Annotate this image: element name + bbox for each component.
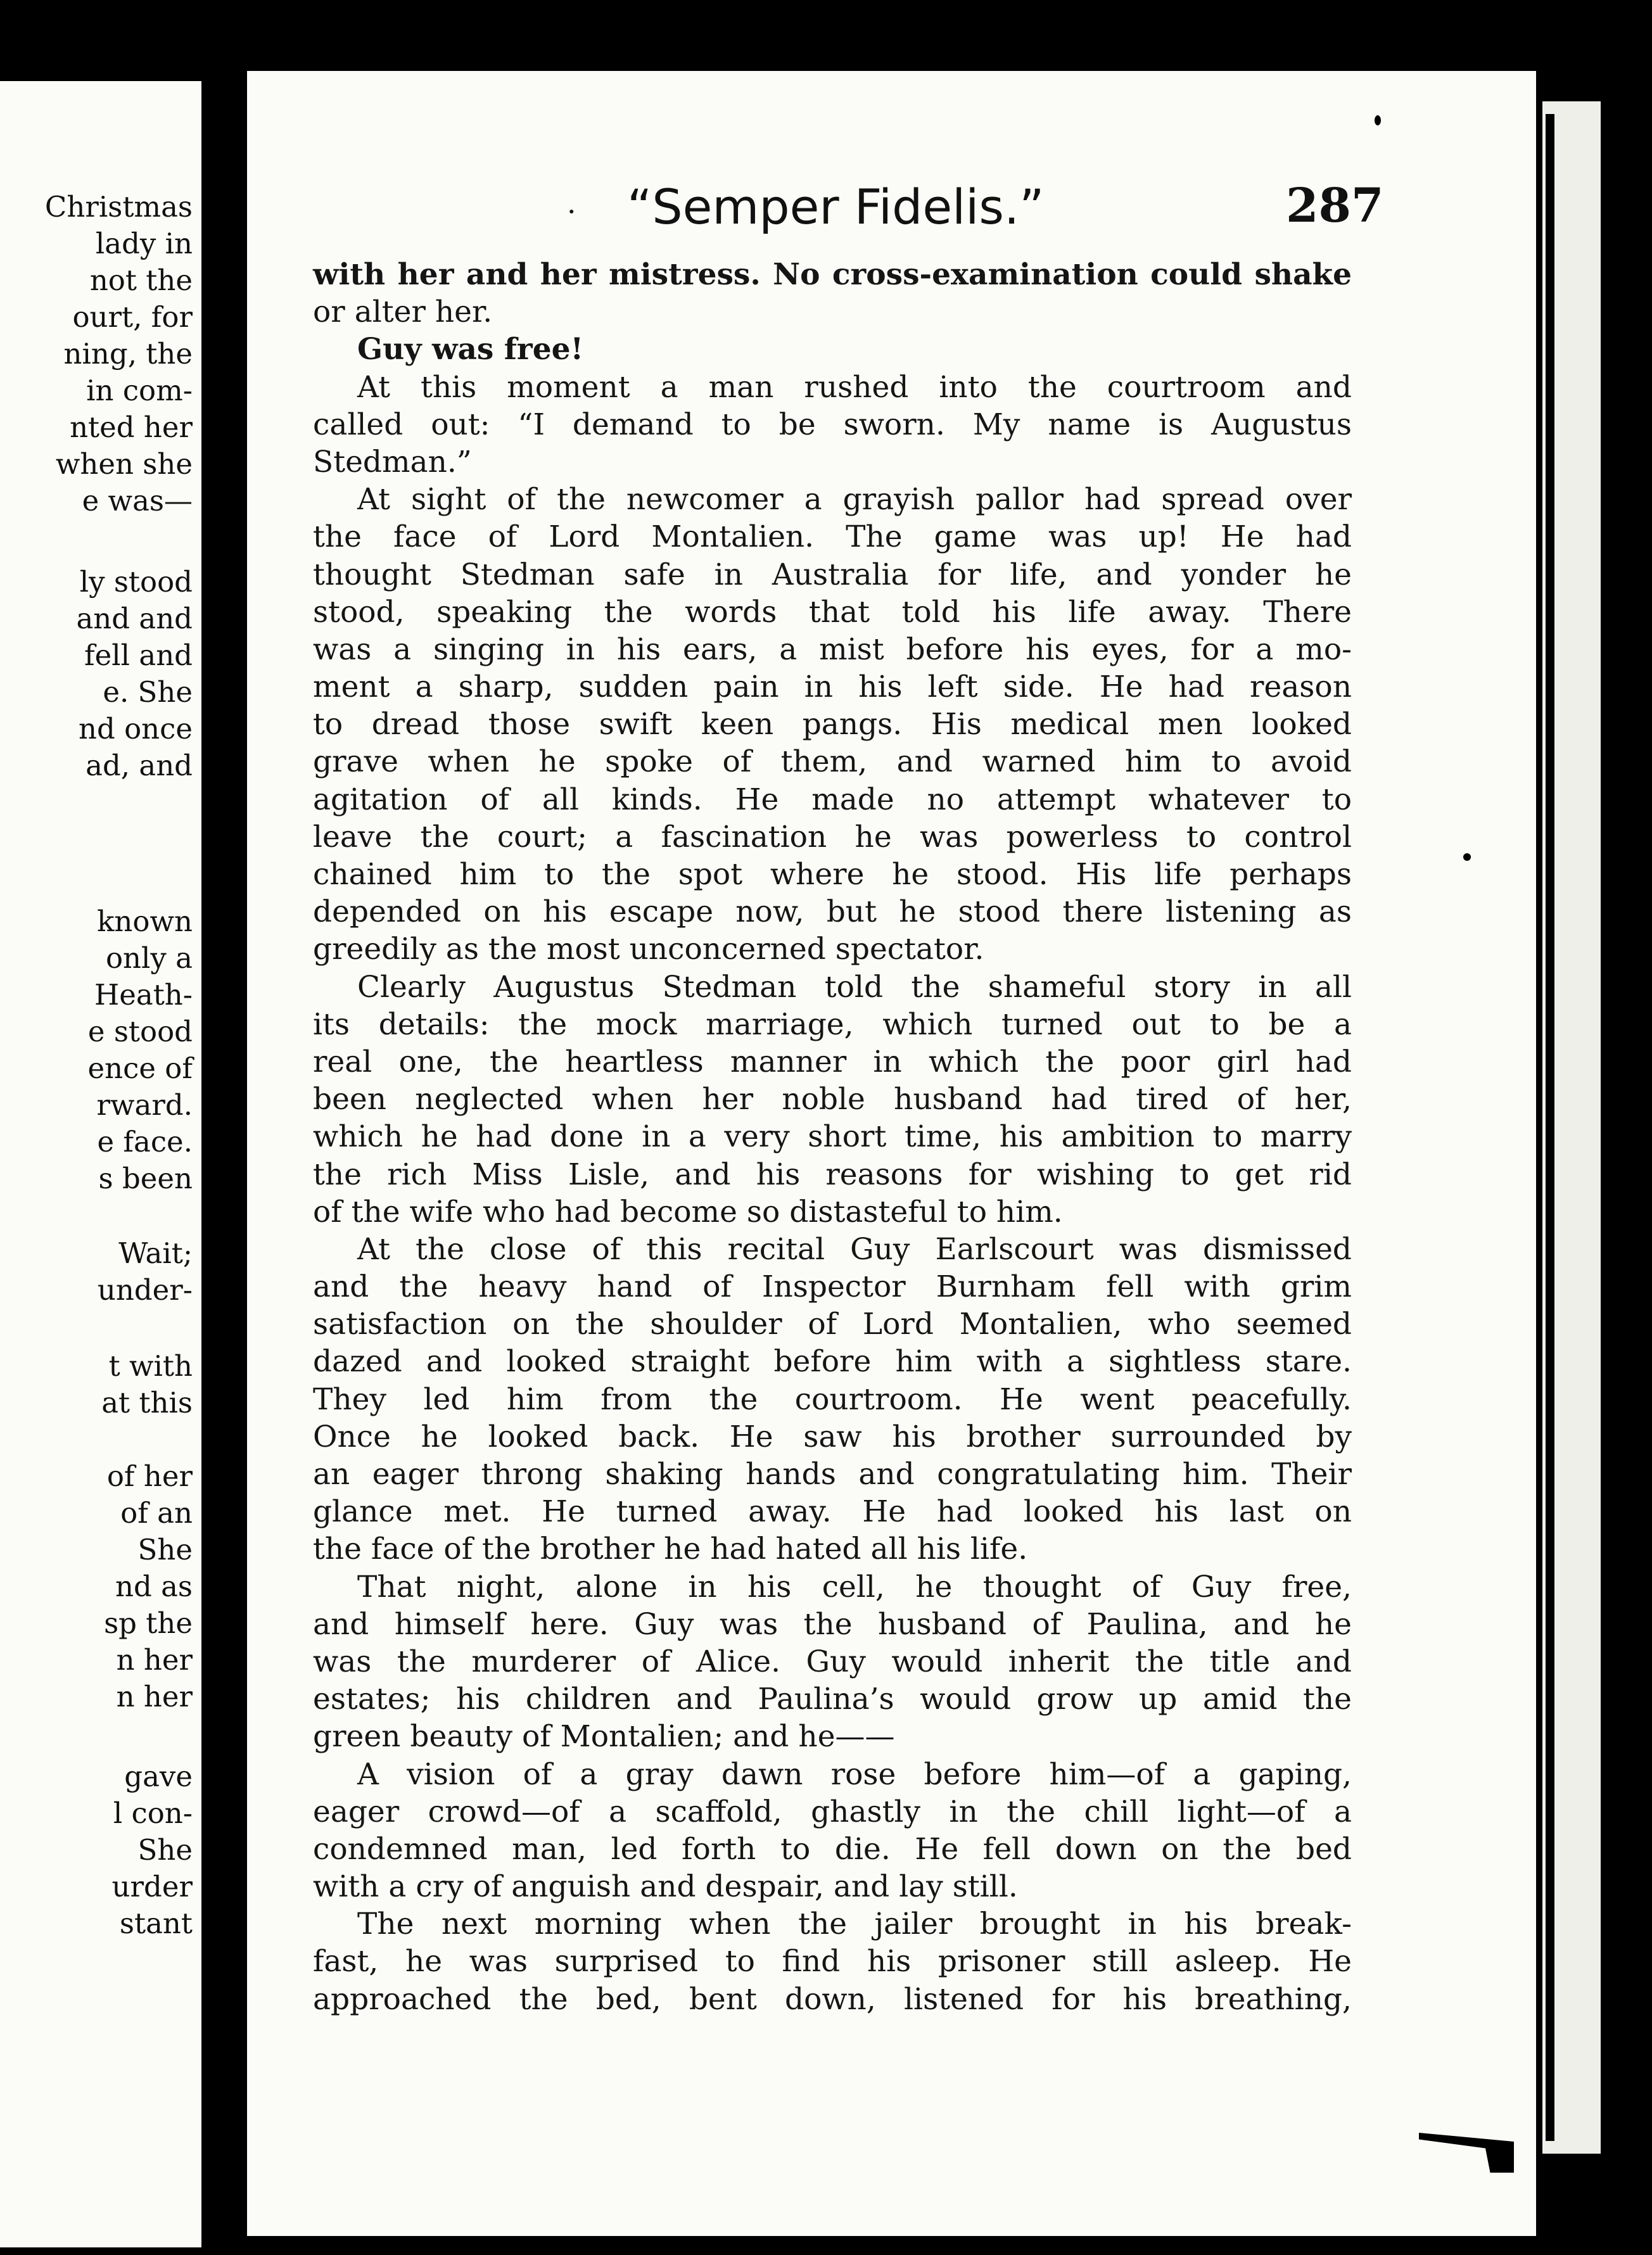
body-line: A vision of a gray dawn rose before him—of a gaping,: [357, 1756, 1352, 1792]
body-line: to dread those swift keen pangs. His medical men looked: [313, 707, 1352, 742]
body-line: real one, the heartless manner in which the poor girl had: [313, 1044, 1352, 1079]
page-edge-line: [1546, 114, 1554, 2141]
body-line: depended on his escape now, but he stood there listening as: [313, 894, 1352, 930]
left-page-line: ence of: [87, 1051, 193, 1085]
body-line: green beauty of Montalien; and he——: [313, 1719, 895, 1755]
body-line: agitation of all kinds. He made no attempt whatever to: [313, 782, 1352, 817]
body-line: chained him to the spot where he stood. His life perhaps: [313, 857, 1352, 892]
left-page-line: lady in: [95, 227, 193, 260]
body-line: and the heavy hand of Inspector Burnham fell with grim: [313, 1269, 1352, 1305]
body-line: ment a sharp, sudden pain in his left side. He had reason: [313, 670, 1352, 705]
left-page-line: nd as: [115, 1570, 193, 1603]
left-page-line: not the: [89, 264, 193, 297]
left-page-line: urder: [111, 1870, 193, 1903]
left-page-line: only a: [105, 941, 193, 975]
body-line: That night, alone in his cell, he thought of Guy free,: [357, 1569, 1352, 1604]
body-line: eager crowd—of a scaffold, ghastly in the chill light—of a: [313, 1794, 1352, 1829]
body-line: Clearly Augustus Stedman told the shameful story in all: [357, 969, 1352, 1005]
left-page-line: under-: [97, 1273, 193, 1307]
left-page-line: Wait;: [118, 1236, 193, 1270]
body-text: [313, 256, 1352, 2018]
left-page-line: ly stood: [79, 565, 193, 599]
left-page-line: in com-: [86, 374, 193, 407]
running-head: [247, 179, 1536, 248]
head-dot: ·: [567, 194, 576, 229]
body-line: satisfaction on the shoulder of Lord Montalien, who seemed: [313, 1307, 1352, 1342]
left-page-line: e was—: [82, 484, 193, 518]
left-page-line: known: [97, 905, 193, 938]
left-page-line: and and: [76, 602, 193, 635]
body-line: The next morning when the jailer brought in his break-: [357, 1907, 1352, 1942]
body-line: of the wife who had become so distasteful to him.: [313, 1194, 1063, 1229]
main-page: [247, 71, 1536, 2236]
body-line: the face of Lord Montalien. The game was up! He had: [313, 519, 1352, 555]
speck: [1375, 115, 1381, 125]
left-page-line: of an: [120, 1496, 193, 1530]
left-page-line: fell and: [84, 638, 193, 672]
left-page-line: nd once: [79, 712, 193, 746]
body-line: thought Stedman safe in Australia for life, and yonder he: [313, 557, 1352, 592]
left-page-line: gave: [124, 1760, 193, 1793]
body-line: Once he looked back. He saw his brother surrounded by: [313, 1419, 1352, 1454]
left-page-line: nted her: [70, 410, 193, 444]
ink-blot: [1419, 2128, 1514, 2173]
left-page-line: t with: [108, 1349, 193, 1383]
left-page-line: when she: [55, 447, 193, 481]
body-line: greedily as the most unconcerned spectator.: [313, 932, 984, 967]
left-page-line: s been: [98, 1162, 193, 1195]
body-line: and himself here. Guy was the husband of Paulina, and he: [313, 1606, 1352, 1642]
body-line: with her and her mistress. No cross-examination could shake: [313, 257, 1352, 292]
body-line: the rich Miss Lisle, and his reasons for wishing to get rid: [313, 1157, 1352, 1192]
body-line: They led him from the courtroom. He went peacefully.: [313, 1382, 1352, 1417]
body-line: At sight of the newcomer a grayish pallor had spread over: [357, 482, 1352, 518]
body-line: At this moment a man rushed into the courtroom and: [357, 369, 1352, 405]
left-page-line: ad, and: [86, 749, 193, 782]
left-page-line: She: [137, 1833, 193, 1867]
page-number: 287: [1286, 179, 1384, 233]
left-page-line: Heath-: [94, 978, 193, 1012]
body-line: approached the bed, bent down, listened for his breathing,: [313, 1981, 1352, 2017]
body-line: was a singing in his ears, a mist before his eyes, for a mo-: [313, 632, 1352, 667]
body-line: estates; his children and Paulina’s would grow up amid the: [313, 1682, 1352, 1717]
body-line: with a cry of anguish and despair, and lay still.: [313, 1869, 1018, 1905]
left-page-line: She: [137, 1533, 193, 1566]
left-page-line: ning, the: [63, 337, 193, 371]
left-page-line: n her: [116, 1680, 193, 1713]
body-line: grave when he spoke of them, and warned him to avoid: [313, 744, 1352, 780]
left-page-line: e stood: [87, 1015, 193, 1048]
body-line: leave the court; a fascination he was powerless to control: [313, 819, 1352, 854]
left-page-line: e. She: [103, 675, 193, 709]
body-line: or alter her.: [313, 295, 493, 330]
speck: [1463, 853, 1471, 861]
body-line: At the close of this recital Guy Earlscourt was dismissed: [357, 1231, 1352, 1267]
body-line: stood, speaking the words that told his life away. There: [313, 594, 1352, 630]
left-page-line: ourt, for: [72, 300, 193, 334]
left-page-line: n her: [116, 1643, 193, 1677]
left-page-line: of her: [106, 1459, 193, 1493]
left-page-line: rward.: [96, 1088, 193, 1122]
body-line: which he had done in a very short time, his ambition to marry: [313, 1119, 1352, 1155]
gutter-shadow: [201, 76, 247, 2255]
running-head-title: “Semper Fidelis.”: [627, 179, 1045, 235]
body-line: its details: the mock marriage, which turned out to be a: [313, 1007, 1352, 1042]
body-line: fast, he was surprised to find his prisoner still asleep. He: [313, 1944, 1352, 1979]
body-line: Guy was free!: [357, 332, 584, 367]
body-line: Stedman.”: [313, 444, 472, 480]
body-line: an eager throng shaking hands and congratulating him. Their: [313, 1457, 1352, 1492]
left-page-line: at this: [101, 1386, 193, 1420]
left-page: [0, 81, 201, 2247]
body-line: dazed and looked straight before him with a sightless stare.: [313, 1344, 1352, 1380]
body-line: called out: “I demand to be sworn. My name is Augustus: [313, 407, 1352, 442]
left-page-line: Christmas: [44, 190, 193, 224]
left-page-line: sp the: [104, 1606, 193, 1640]
body-line: been neglected when her noble husband had tired of her,: [313, 1082, 1352, 1117]
body-line: was the murderer of Alice. Guy would inherit the title and: [313, 1644, 1352, 1679]
left-page-line: l con-: [113, 1796, 193, 1830]
left-page-line: e face.: [97, 1125, 193, 1159]
left-page-line: stant: [119, 1907, 193, 1940]
body-line: glance met. He turned away. He had looked his last on: [313, 1494, 1352, 1530]
body-line: condemned man, led forth to die. He fell down on the bed: [313, 1831, 1352, 1867]
body-line: the face of the brother he had hated all his life.: [313, 1532, 1028, 1567]
